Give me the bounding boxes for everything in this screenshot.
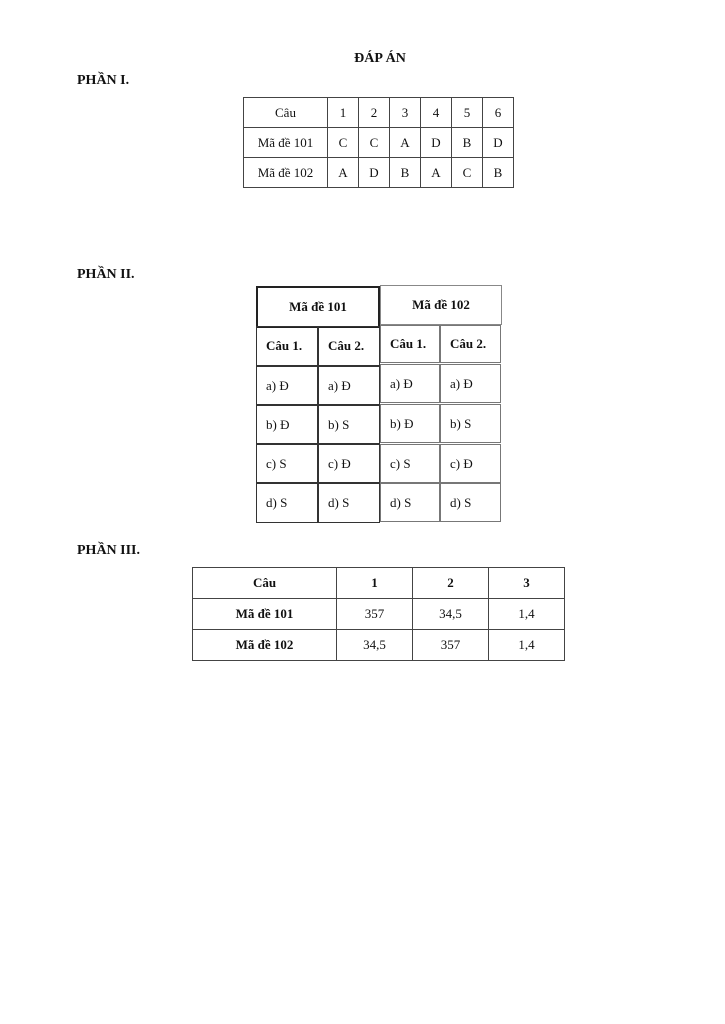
- table-header-row: [193, 568, 565, 599]
- header-cell: 3: [489, 568, 565, 599]
- table-row: [244, 128, 514, 158]
- answer-cell: a) Đ: [380, 364, 440, 403]
- header-cell: 2: [359, 98, 390, 128]
- answer-cell: a) Đ: [440, 364, 501, 403]
- answer-cell: a) Đ: [318, 366, 380, 405]
- row-label: Mã đề 102: [193, 630, 337, 661]
- answer-cell: c) Đ: [318, 444, 380, 483]
- answer-cell: 1,4: [489, 599, 565, 630]
- page-title: ĐÁP ÁN: [354, 51, 406, 66]
- table-row: [193, 630, 565, 661]
- header-cell: 1: [328, 98, 359, 128]
- code-header: Mã đề 101: [256, 286, 380, 328]
- header-cell: Câu: [193, 568, 337, 599]
- row-label: Mã đề 102: [244, 158, 328, 188]
- answer-cell: c) S: [380, 444, 440, 483]
- answer-cell: d) S: [318, 483, 380, 523]
- answer-cell: 34,5: [413, 599, 489, 630]
- column-header: Câu 2.: [440, 325, 501, 363]
- answer-cell: A: [421, 158, 452, 188]
- column-header: Câu 1.: [380, 325, 440, 363]
- answer-cell: D: [421, 128, 452, 158]
- answer-cell: b) Đ: [380, 404, 440, 443]
- answer-cell: a) Đ: [256, 366, 318, 405]
- column-header: Câu 2.: [318, 326, 380, 366]
- answer-cell: c) S: [256, 444, 318, 483]
- code-header: Mã đề 102: [380, 285, 502, 325]
- table-header-row: [244, 98, 514, 128]
- answer-cell: d) S: [380, 483, 440, 522]
- answer-cell: C: [452, 158, 483, 188]
- header-cell: Câu: [244, 98, 328, 128]
- part1-heading: PHẦN I.: [77, 73, 130, 88]
- header-cell: 5: [452, 98, 483, 128]
- answer-cell: d) S: [256, 483, 318, 523]
- answer-cell: 357: [413, 630, 489, 661]
- answer-cell: c) Đ: [440, 444, 501, 483]
- part3-answer-table: [192, 567, 565, 661]
- answer-cell: C: [359, 128, 390, 158]
- answer-cell: b) S: [318, 405, 380, 444]
- answer-cell: D: [483, 128, 514, 158]
- part3-heading: PHẦN III.: [77, 543, 141, 558]
- header-cell: 1: [337, 568, 413, 599]
- answer-cell: d) S: [440, 483, 501, 522]
- answer-cell: 357: [337, 599, 413, 630]
- answer-cell: A: [390, 128, 421, 158]
- answer-cell: A: [328, 158, 359, 188]
- part2-heading: PHẦN II.: [77, 267, 135, 282]
- answer-cell: 1,4: [489, 630, 565, 661]
- header-cell: 2: [413, 568, 489, 599]
- row-label: Mã đề 101: [193, 599, 337, 630]
- answer-cell: B: [483, 158, 514, 188]
- answer-cell: B: [390, 158, 421, 188]
- header-cell: 6: [483, 98, 514, 128]
- answer-cell: B: [452, 128, 483, 158]
- answer-cell: C: [328, 128, 359, 158]
- header-cell: 3: [390, 98, 421, 128]
- part1-answer-table: [243, 97, 514, 188]
- answer-cell: b) Đ: [256, 405, 318, 444]
- header-cell: 4: [421, 98, 452, 128]
- row-label: Mã đề 101: [244, 128, 328, 158]
- answer-cell: b) S: [440, 404, 501, 443]
- column-header: Câu 1.: [256, 326, 318, 366]
- table-row: [244, 158, 514, 188]
- table-row: [193, 599, 565, 630]
- answer-cell: 34,5: [337, 630, 413, 661]
- answer-cell: D: [359, 158, 390, 188]
